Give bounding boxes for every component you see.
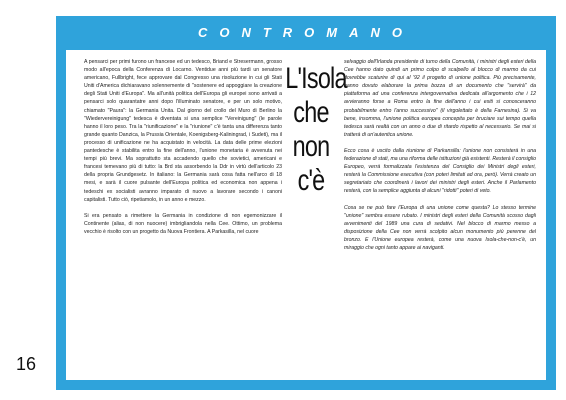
right-paragraph-3: Cosa se ne può fare l'Europa di una unione come questa? Lo stesso termine "unione" sembra essere rubato. I ministri degli esteri della Comunità scosso dagli avvenimenti del 1989 una cura di sedativi. Nel blocco di marmo messo a disposizione della Cee non verrà scolpito alcun monumento più perenne del bronzo. E l'Unione europea resterà, come una nuova Isola-che-non-c'è, un miraggio che ogni tanto appare ai naviganti. bbox=[344, 204, 536, 251]
page-number: 16 bbox=[16, 354, 37, 374]
right-paragraph-2: Ecco cosa è uscito dalla riunione di Parkansilla: l'unione non consisterà in una federazione di stati, ma una riforma delle istituzioni già esistenti. Resterà il consiglio Europeo, verrà formalizzata l'esistenza del Consiglio dei Ministri degli esteri, resterà la Commissione esecutiva (con poteri limitati ad ora, però). Verrà creato un segretariato che coordinerà i lavori dei ministri degli esteri. Anche il Parlamento resterà, con la semplice aggiunta di alcuni "ridotti" poteri di veto. bbox=[344, 147, 536, 195]
section-header: CONTROMANO bbox=[197, 25, 415, 40]
right-column bbox=[344, 58, 536, 374]
article-body bbox=[66, 50, 546, 380]
blue-frame bbox=[56, 16, 556, 390]
left-column bbox=[84, 58, 282, 374]
title-line-1: L'Isola bbox=[285, 62, 347, 95]
title-line-2: che bbox=[293, 96, 329, 129]
right-paragraph-1: selvaggio dell'Irlanda presidente di turno della Comunità, i ministri degli esteri della Cee hanno dato quindi un primo colpo di scalpello al blocco di marmo da cui dovrebbe scaturire di qui al '92 il progetto di unione politica. Più precisamente, hanno dovuto elaborare la prima bozza di un documento che "servirà" da piattaforma ad una conferenza intergovernativa dedicata all'argomento che i 12 avvieranno forse a Roma entro la fine dell'anno i cui esiti si conosceranno probabilmente entro l'anno successivo" (il virgolettato è della Farnesina). Si va bene, insomma, l'unione politica europea concepita per bruciare sui tempo quella tedesca sarà realtà con un anno o due di ritardo rispetto al necessario. Se mai si tratterà di un'autentica unione. bbox=[344, 59, 536, 138]
left-paragraph-1: A pensarci per primi furono un francese ed un tedesco, Briand e Stresermann, grosso modo all'epoca della Conferenza di Locarno. Ventidue anni più tardi un senatore americano, Fullbright, fece approvare dal Congresso una risoluzione in cui gli Stati Uniti d'America dichiaravano solennemente di "sostenere ed appoggiare la creazione degli Stati Uniti d'Europa". Ma all'unità politica dell'Europa gli europei sono arrivati a pensarci solo quarantatre anni dopo l'illuminato senatore, e per un solo motivo, chiamato "Paura": la Germania Unita. Dal giorno del crollo del Muro di Berlino la "Wiedervereinigung" tedesca è diventata si una semplice "Vereinigung" (le parole hanno il loro peso. Tra la "riunificazione" e la "riunione" c'è tanta una differenza tanto grande quanto Danzica, la Prussia Orientale, Koenigsberg-Kaliningrad, i Sudeti), ma il processo di unificazione ne ha acquistato in velocità. La data delle prime elezioni pantedesche è stabilita entro la fine dell'anno, l'unione monetaria è avvenuta nei tempi più brevi. Ma soprattutto sta accadendo quello che sovietici, americani e francesi temevano più di tutto: la Brd sta assorbendo la Ddr in virtù dell'articolo 23 della propria Grundgesetz. In italiano: la Germania sarà cosa fatta nell'arco di 18 mesi, e sarà il cuore pulsante dell'Europa politica ed economica non appena i tedeschi ex socialisti avranno imparato di nuovo a lavorare secondo i canoni capitalisti. Tutto ciò, ripetiamolo, in un anno e mezzo. bbox=[84, 59, 282, 203]
left-paragraph-2: Si era pensato a rimettere la Germania in condizione di non egemonizzare il Continente (alias, di non nuocere) imbrigliandola nella Cee. Ottimo, un problema vecchio è risolto con un progetto da Nuova Frontiera. A Parkasilla, nel cuore bbox=[84, 212, 282, 235]
title-line-4: c'è bbox=[297, 164, 325, 197]
title-line-3: non bbox=[292, 130, 330, 163]
article-title bbox=[285, 62, 347, 198]
